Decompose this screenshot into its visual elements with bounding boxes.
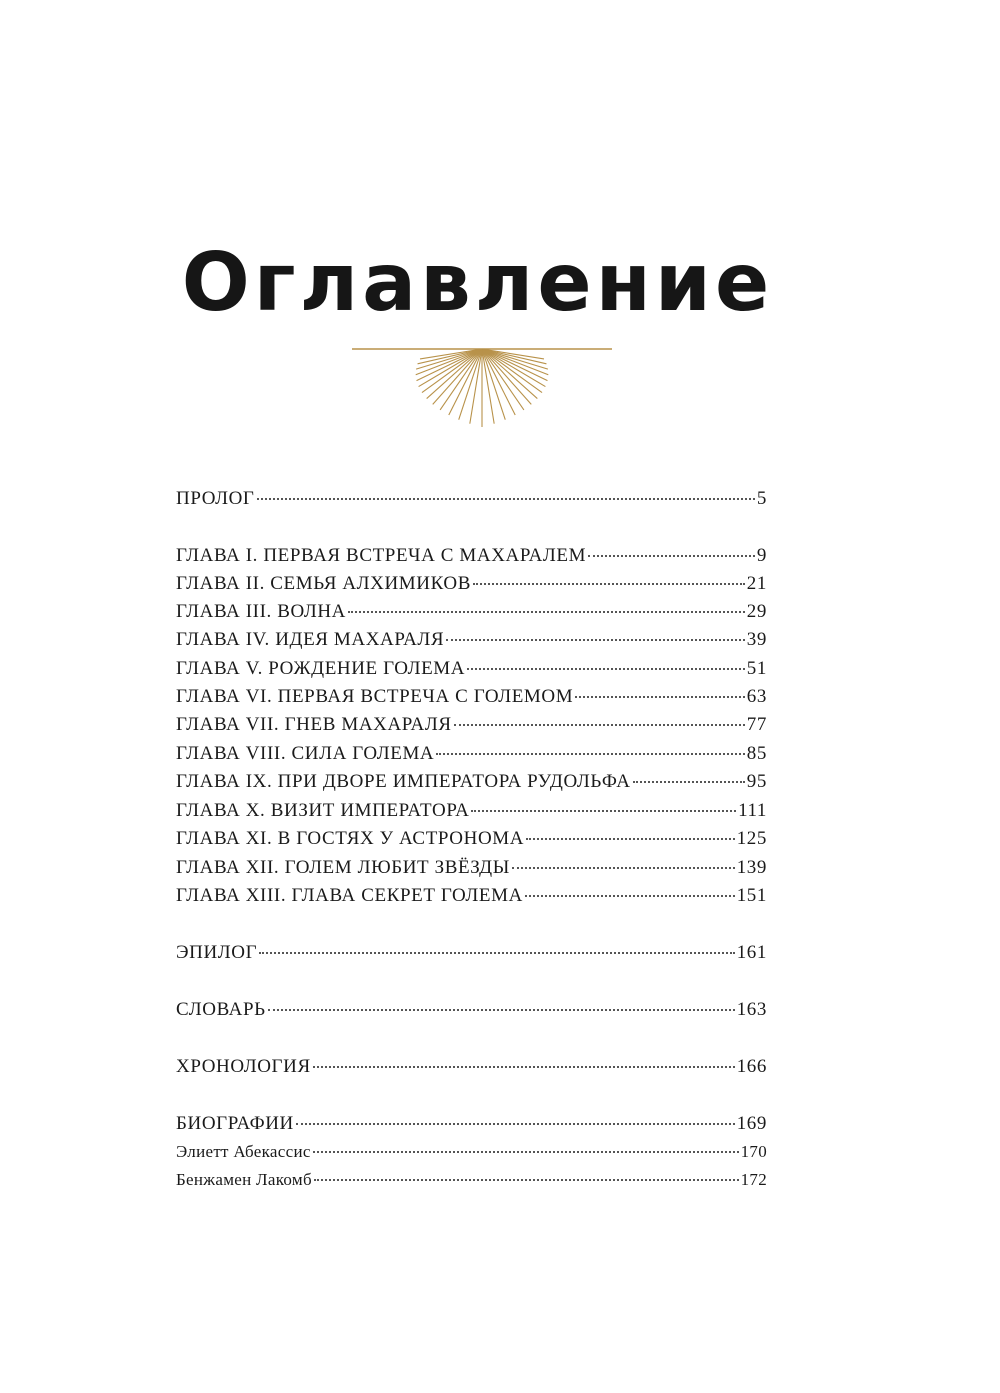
toc-entry[interactable] (176, 828, 767, 850)
toc-entry-title: ГЛАВА XIII. ГЛАВА СЕКРЕТ ГОЛЕМА (176, 885, 523, 906)
toc-entry-page: 29 (746, 601, 767, 622)
toc-leader-dots (575, 696, 745, 698)
toc-entry-page: 139 (736, 857, 767, 878)
toc-leader-dots (314, 1179, 739, 1181)
toc-entry-page: 170 (740, 1142, 767, 1161)
toc-leader-dots (633, 781, 745, 783)
toc-entry-title: ГЛАВА III. ВОЛНА (176, 601, 346, 622)
toc-entry[interactable] (176, 658, 767, 680)
page-title: Оглавление (181, 236, 774, 329)
toc-entry-title: ГЛАВА V. РОЖДЕНИЕ ГОЛЕМА (176, 658, 466, 679)
toc-leader-dots (313, 1151, 739, 1153)
toc-entry-title: Элиетт Абекассис (176, 1142, 311, 1161)
toc-entry-title: ГЛАВА XI. В ГОСТЯХ У АСТРОНОМА (176, 828, 525, 849)
toc-entry-title: ГЛАВА IX. ПРИ ДВОРЕ ИМПЕРАТОРА РУДОЛЬФА (176, 771, 631, 792)
toc-entry-title: ГЛАВА II. СЕМЬЯ АЛХИМИКОВ (176, 573, 472, 594)
toc-entry[interactable] (176, 999, 767, 1021)
toc-leader-dots (525, 895, 735, 897)
toc-leader-dots (259, 952, 735, 954)
toc-entry[interactable] (176, 601, 767, 623)
toc-entry[interactable] (176, 942, 767, 964)
toc-leader-dots (526, 838, 735, 840)
toc-entry-title: ГЛАВА X. ВИЗИТ ИМПЕРАТОРА (176, 800, 470, 821)
toc-entry-page: 166 (736, 1056, 767, 1077)
toc-entry-title: ГЛАВА IV. ИДЕЯ МАХАРАЛЯ (176, 629, 445, 650)
sunburst-ornament (340, 345, 620, 427)
toc-entry[interactable] (176, 629, 767, 651)
toc-entry[interactable] (176, 885, 767, 907)
toc-entry-title: ГЛАВА VII. ГНЕВ МАХАРАЛЯ (176, 714, 452, 735)
toc-entry[interactable] (176, 800, 767, 822)
ornament-ray (440, 349, 482, 410)
toc-entry-title: ГЛАВА I. ПЕРВАЯ ВСТРЕЧА С МАХАРАЛЕМ (176, 545, 587, 566)
toc-entry[interactable] (176, 857, 767, 879)
toc-entry-title: ГЛАВА VI. ПЕРВАЯ ВСТРЕЧА С ГОЛЕМОМ (176, 686, 574, 707)
toc-entry-page: 51 (746, 658, 767, 679)
toc-entry-page: 63 (746, 686, 767, 707)
toc-leader-dots (471, 810, 736, 812)
toc-leader-dots (313, 1066, 735, 1068)
toc-entry-title: ГЛАВА VIII. СИЛА ГОЛЕМА (176, 743, 435, 764)
toc-entry-page: 163 (736, 999, 767, 1020)
toc-entry[interactable] (176, 1113, 767, 1135)
toc-leader-dots (257, 498, 755, 500)
ornament-ray (416, 349, 482, 369)
toc-entry-page: 77 (746, 714, 767, 735)
toc-entry[interactable] (176, 488, 767, 510)
toc-entry-title: БИОГРАФИИ (176, 1113, 294, 1134)
ornament-ray (482, 349, 548, 369)
toc-entry-title: ГЛАВА XII. ГОЛЕМ ЛЮБИТ ЗВЁЗДЫ (176, 857, 510, 878)
toc-entry-page: 21 (746, 573, 767, 594)
toc-entry-page: 111 (738, 800, 767, 821)
toc-entry[interactable] (176, 1142, 767, 1162)
toc-leader-dots (348, 611, 745, 613)
toc-entry-page: 9 (756, 545, 767, 566)
toc-entry[interactable] (176, 743, 767, 765)
toc-entry[interactable] (176, 573, 767, 595)
toc-leader-dots (446, 639, 745, 641)
toc-entry[interactable] (176, 686, 767, 708)
toc-entry[interactable] (176, 714, 767, 736)
toc-leader-dots (473, 583, 745, 585)
toc-leader-dots (268, 1009, 735, 1011)
toc-leader-dots (296, 1123, 735, 1125)
toc-leader-dots (454, 724, 745, 726)
toc-leader-dots (436, 753, 745, 755)
toc-entry-page: 5 (756, 488, 767, 509)
toc-leader-dots (467, 668, 745, 670)
toc-entry[interactable] (176, 545, 767, 567)
toc-entry[interactable] (176, 771, 767, 793)
toc-entry-page: 95 (746, 771, 767, 792)
toc-entry-title: ЭПИЛОГ (176, 942, 258, 963)
toc-entry-title: Бенжамен Лакомб (176, 1170, 312, 1189)
toc-entry-page: 151 (736, 885, 767, 906)
toc-entry-title: ПРОЛОГ (176, 488, 255, 509)
toc-entry-page: 85 (746, 743, 767, 764)
toc-leader-dots (588, 555, 755, 557)
toc-leader-dots (512, 867, 735, 869)
toc-entry-title: ХРОНОЛОГИЯ (176, 1056, 311, 1077)
toc-entry-page: 125 (736, 828, 767, 849)
toc-entry[interactable] (176, 1056, 767, 1078)
toc-entry[interactable] (176, 1170, 767, 1190)
toc-entry-page: 161 (736, 942, 767, 963)
toc-entry-page: 169 (736, 1113, 767, 1134)
toc-entry-title: СЛОВАРЬ (176, 999, 266, 1020)
toc-entry-page: 39 (746, 629, 767, 650)
ornament-ray (482, 349, 524, 410)
toc-entry-page: 172 (740, 1170, 767, 1189)
